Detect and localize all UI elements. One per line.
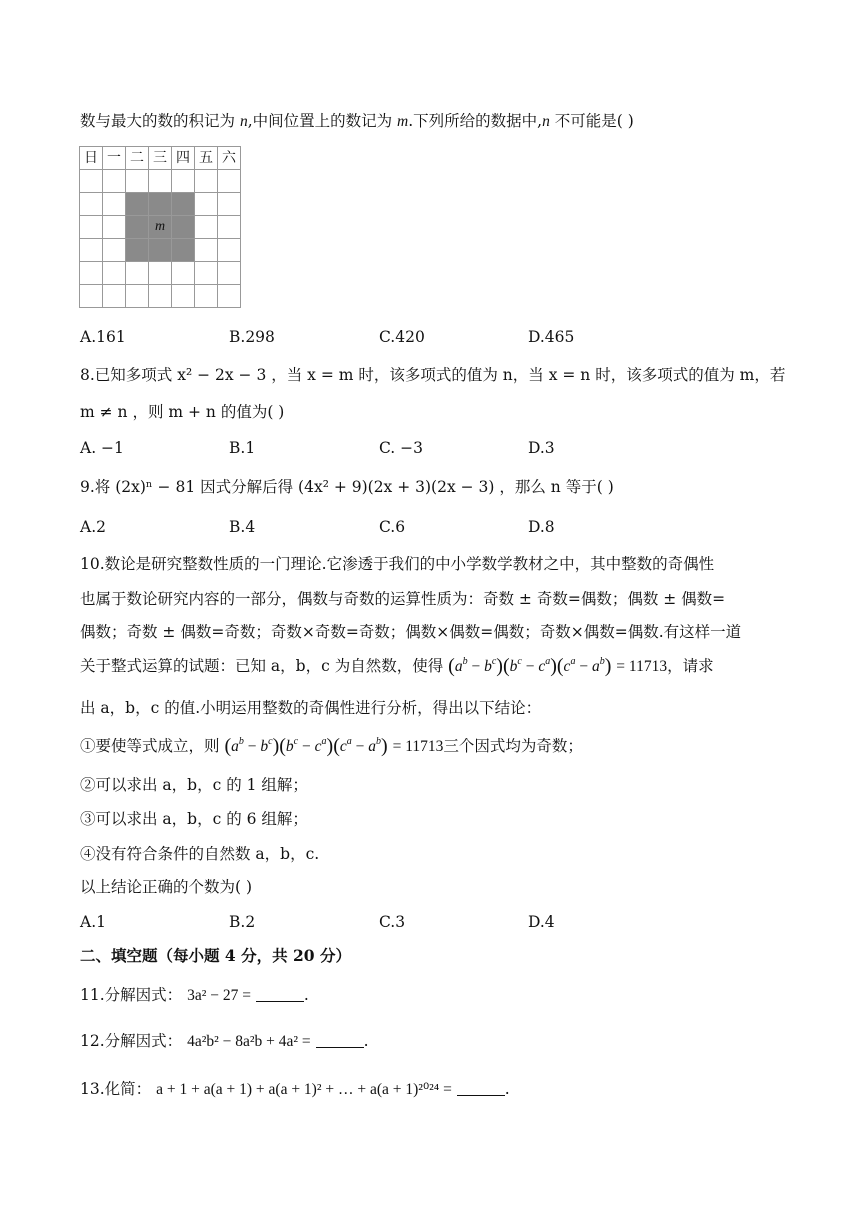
q13: 13.化简： a + 1 + a(a + 1) + a(a + 1)² + … + a(a + 1)²⁰²⁴ = . bbox=[80, 1080, 510, 1098]
calendar-header-cell: 一 bbox=[103, 147, 126, 170]
q8-stem-line1: 8.已知多项式 x² − 2x − 3 ，当 x = m 时，该多项式的值为 n，当 x = n 时，该多项式的值为 m，若 bbox=[80, 366, 786, 384]
q10-option-c: C.3 bbox=[379, 913, 406, 931]
q9-stem: 9.将 (2x)ⁿ − 81 因式分解后得 (4x² + 9)(2x + 3)(2x − 3) ，那么 n 等于( ) bbox=[80, 478, 614, 496]
shaded-cell bbox=[149, 239, 172, 262]
q10-line1: 10.数论是研究整数性质的一门理论.它渗透于我们的中小学数学教材之中，其中整数的奇偶性 bbox=[80, 555, 715, 573]
q10-equation-repeat: $(a^b - b^c)(b^c - c^a)(c^a - a^b)$ bbox=[224, 735, 388, 757]
answer-blank bbox=[457, 1081, 505, 1096]
answer-blank bbox=[316, 1033, 364, 1048]
calendar-header-cell: 二 bbox=[126, 147, 149, 170]
calendar-header-cell: 四 bbox=[172, 147, 195, 170]
calendar-row bbox=[80, 216, 241, 239]
q9-option-b: B.4 bbox=[229, 518, 256, 536]
calendar-row bbox=[80, 193, 241, 216]
q10-question: 以上结论正确的个数为( ) bbox=[80, 878, 253, 896]
calendar-header-cell: 五 bbox=[195, 147, 218, 170]
shaded-cell bbox=[172, 193, 195, 216]
q10-line4: 关于整式运算的试题：已知 a，b，c 为自然数，使得 $(a^b - b^c)(b^c - c^a)(c^a - a^b) = 11713$，请求 bbox=[80, 655, 714, 677]
q8-option-d: D.3 bbox=[528, 439, 555, 457]
shaded-cell bbox=[126, 216, 149, 239]
calendar-header-row bbox=[80, 147, 241, 170]
shaded-cell bbox=[172, 239, 195, 262]
q10-conclusion-1: ①要使等式成立，则 $(a^b - b^c)(b^c - c^a)(c^a - a^b) = 11713$三个因式均为奇数； bbox=[80, 735, 583, 757]
shaded-cell bbox=[172, 216, 195, 239]
q7-option-c: C.420 bbox=[379, 328, 425, 346]
q10-line2: 也属于数论研究内容的一部分，偶数与奇数的运算性质为：奇数 ± 奇数=偶数；偶数 ± 偶数= bbox=[80, 590, 726, 608]
q8-option-a: A. −1 bbox=[80, 439, 124, 457]
shaded-cell bbox=[126, 239, 149, 262]
q8-stem-line2: m ≠ n ，则 m + n 的值为( ) bbox=[80, 403, 285, 421]
q10-option-a: A.1 bbox=[80, 913, 106, 931]
q7-option-a: A.161 bbox=[80, 328, 126, 346]
q7-option-d: D.465 bbox=[528, 328, 575, 346]
q10-line5: 出 a，b，c 的值.小明运用整数的奇偶性进行分析，得出以下结论： bbox=[80, 699, 542, 717]
q10-equation: $(a^b - b^c)(b^c - c^a)(c^a - a^b)$ bbox=[448, 655, 612, 677]
q9-option-c: C.6 bbox=[379, 518, 406, 536]
q9-option-a: A.2 bbox=[80, 518, 106, 536]
q10-conclusion-2: ②可以求出 a，b，c 的 1 组解； bbox=[80, 776, 308, 794]
q8-option-c: C. −3 bbox=[379, 439, 424, 457]
q8-option-b: B.1 bbox=[229, 439, 256, 457]
section-title: 二、填空题（每小题 4 分，共 20 分） bbox=[80, 946, 351, 965]
q10-conclusion-3: ③可以求出 a，b，c 的 6 组解； bbox=[80, 810, 308, 828]
q10-option-d: D.4 bbox=[528, 913, 555, 931]
center-cell-m: m bbox=[149, 216, 172, 239]
answer-blank bbox=[256, 987, 304, 1002]
calendar-header-cell: 日 bbox=[80, 147, 103, 170]
calendar-header-cell: 三 bbox=[149, 147, 172, 170]
shaded-cell bbox=[149, 193, 172, 216]
shaded-cell bbox=[126, 193, 149, 216]
q7-stem: 数与最大的数的积记为 n,中间位置上的数记为 m.下列所给的数据中,n 不可能是( ) bbox=[80, 112, 634, 130]
calendar-row bbox=[80, 285, 241, 308]
q11: 11.分解因式： 3a² − 27 = . bbox=[80, 986, 309, 1004]
calendar-row bbox=[80, 239, 241, 262]
q9-option-d: D.8 bbox=[528, 518, 555, 536]
q12: 12.分解因式： 4a²b² − 8a²b + 4a² = . bbox=[80, 1032, 369, 1050]
q10-line3: 偶数；奇数 ± 偶数=奇数；奇数×奇数=奇数；偶数×偶数=偶数；奇数×偶数=偶数.有这样一道 bbox=[80, 623, 742, 641]
calendar-row bbox=[80, 170, 241, 193]
q10-option-b: B.2 bbox=[229, 913, 256, 931]
calendar-grid bbox=[79, 146, 241, 308]
calendar-row bbox=[80, 262, 241, 285]
calendar-header-cell: 六 bbox=[218, 147, 241, 170]
q7-option-b: B.298 bbox=[229, 328, 275, 346]
q10-conclusion-4: ④没有符合条件的自然数 a，b，c. bbox=[80, 845, 320, 863]
